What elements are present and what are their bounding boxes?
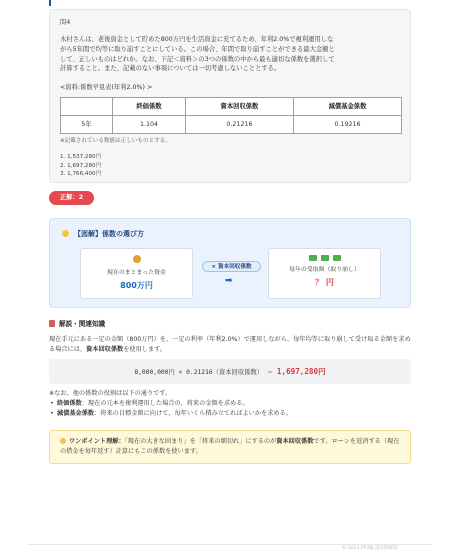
book-icon	[49, 320, 55, 327]
present-fund-label: 現在のまとまった資金	[107, 270, 166, 277]
lightbulb-icon	[62, 230, 69, 237]
choice-item[interactable]: 1. 1,537,280円	[60, 154, 102, 161]
choice-item[interactable]: 3. 1,766,400円	[60, 171, 102, 178]
footer-text: © 2024 FP3級 過去問解説	[342, 546, 398, 551]
factor-desc: ：現在の元本を複利運用した場合の、将来の金額を求める。	[81, 400, 249, 408]
lightbulb-icon	[60, 438, 66, 444]
explanation-text: 現在手元にある一定の金額（800万円）を、一定の利率（年利2.0%）で運用しながら、毎年均等に取り崩して受け取る金額を求める場合には、	[49, 336, 411, 353]
tip-text: 「現在の大きな固まり」を「将来の細切れ」にするのが	[124, 438, 277, 445]
annual-receipt-label: 毎年の受取額（取り崩し）	[289, 267, 360, 273]
table-header: 減債基金係数	[293, 98, 401, 116]
answer-badge: 正解：2	[49, 191, 94, 205]
explanation-paragraph	[49, 335, 411, 355]
choice-list	[60, 153, 400, 178]
tip-text-end: です。ローンを返済する（現在の借金を毎年返す）計算にもこの係数を使います。	[60, 438, 400, 455]
tip-label: ワンポイント理解：	[69, 438, 125, 445]
present-fund-value: 800万円	[120, 280, 153, 290]
other-factors-list	[49, 399, 411, 419]
table-header	[61, 98, 113, 116]
annual-receipt-card	[268, 248, 381, 299]
factor-desc: ：将来の目標金額に向けて、毎年いくら積み立てればよいかを求める。	[94, 410, 292, 418]
formula-expression: 8,000,000円 × 0.21216（資本回収係数） ＝	[134, 369, 277, 376]
table-note: ※記載されている数値は正しいものとする。	[60, 138, 171, 145]
table-cell: 1.104	[113, 116, 186, 134]
table-cell: 0.21216	[185, 116, 293, 134]
footer-divider	[28, 544, 432, 545]
explanation-heading	[49, 320, 105, 330]
top-accent-line	[49, 0, 51, 6]
factor-term: 終価係数	[57, 400, 82, 408]
list-item	[49, 409, 411, 419]
tip-keyword: 資本回収係数	[276, 438, 314, 445]
table-header: 終価係数	[113, 98, 186, 116]
other-factors-intro: ※なお、他の係数の役割は以下の通りです。	[49, 390, 172, 397]
table-cell: 0.19216	[293, 116, 401, 134]
diagram-title	[62, 229, 144, 239]
table-row	[61, 116, 402, 134]
formula-box	[49, 359, 411, 384]
choice-item[interactable]: 2. 1,697,280円	[60, 162, 102, 169]
explanation-text-end: を使用します。	[123, 345, 167, 353]
question-box	[49, 9, 411, 183]
explanation-keyword: 資本回収係数	[86, 345, 124, 353]
tip-box	[49, 430, 411, 464]
other-factors	[49, 389, 411, 420]
table-header: 資本回収係数	[185, 98, 293, 116]
explanation-heading-text: 解説・関連知識	[59, 320, 106, 328]
question-number: 問4	[60, 19, 71, 26]
annual-receipt-value: ？ 円	[315, 277, 334, 287]
table-caption: <資料:係数早見表(年利2.0%) >	[60, 84, 153, 92]
coefficient-table	[60, 97, 402, 134]
question-text: 木村さんは、老後資金として貯めた800万円を生活資金に充てるため、年利2.0%で複利運用しながら5年間で均等に取り崩すことにしている。この場合、年間で取り崩すことができる最大金額として、正しいものはどれか。なお、下記＜資料＞の3つの係数の中から最も適切な係数を選択して計算すること。また、記載のない事項については一切考慮しないこととする。	[60, 36, 335, 73]
list-item	[49, 399, 411, 409]
factor-term: 減債基金係数	[57, 410, 95, 418]
formula-result: 1,697,280円	[276, 367, 326, 376]
table-cell: 5年	[61, 116, 113, 134]
arrow-right-icon: ➡	[225, 276, 233, 286]
diagram-title-text: 【図解】係数の選び方	[74, 230, 144, 238]
table-header-row	[61, 98, 402, 116]
banknotes-icon	[269, 255, 380, 263]
present-fund-card	[80, 248, 193, 299]
diagram-panel	[49, 218, 411, 308]
money-bag-icon	[133, 255, 141, 263]
factor-badge: × 資本回収係数	[202, 261, 261, 272]
